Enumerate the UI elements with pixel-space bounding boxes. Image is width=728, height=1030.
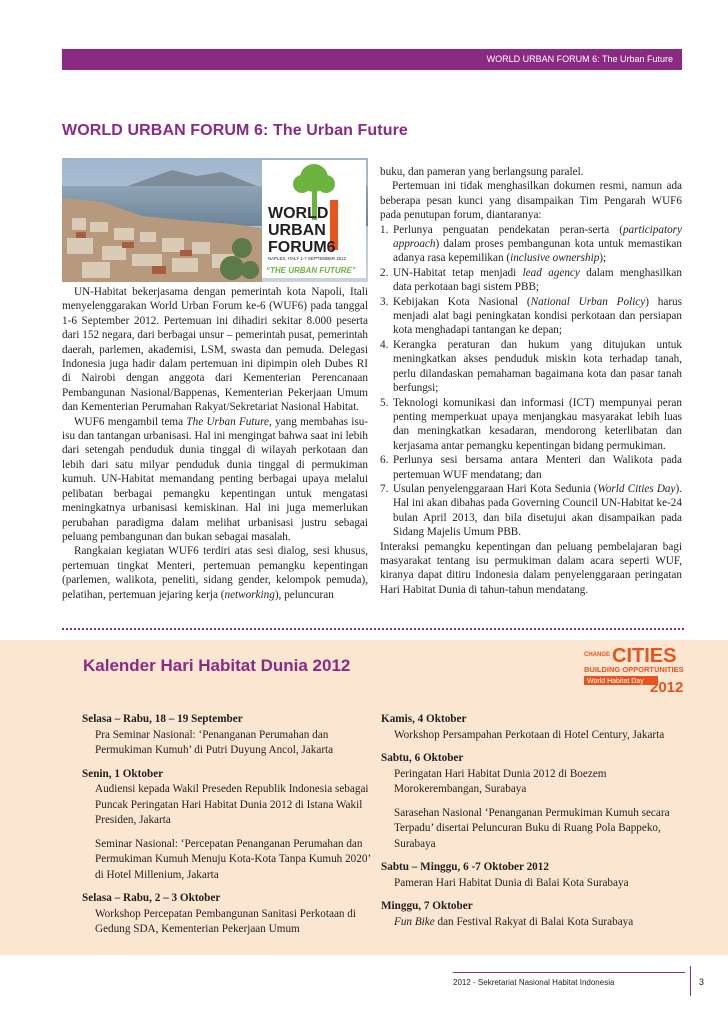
event-date: Sabtu – Minggu, 6 -7 Oktober 2012 [381,861,549,873]
running-header: WORLD URBAN FORUM 6: The Urban Future [62,49,682,70]
event-date: Selasa – Rabu, 2 – 3 Oktober [82,892,221,904]
right-column [380,165,682,597]
svg-text:BUILDING OPPORTUNITIES: BUILDING OPPORTUNITIES [584,665,684,674]
svg-text:CITIES: CITIES [612,645,677,667]
list-item: 3. Kebijakan Kota Nasional (National Urban Policy) harus menjadi alat bagi peningkatan kondisi perkotaan dan persiapan kota menghadapi tantangan ke depan; [380,295,683,337]
paragraph: buku, dan pameran yang berlangsung paralel. [380,166,584,178]
event-item: Audiensi kepada Wakil Preseden Republik Indonesia sebagai Puncak Peringatan Hari Habitat Dunia 2012 di Istana Wakil Presiden, Jakarta [95,783,369,826]
key-messages-list [380,223,682,540]
wuf6-logo [262,160,366,278]
event-date: Minggu, 7 Oktober [381,900,473,912]
page-number: 3 [699,977,705,987]
event-date: Senin, 1 Oktober [82,767,164,780]
calendar-right-column [381,712,681,930]
list-item: 6. Perlunya sesi bersama antara Menteri dan Walikota pada pertemuan WUF mendatang; dan [380,454,682,481]
event-item: Workshop Persampahan Perkotaan di Hotel Century, Jakarta [394,728,665,741]
footer-rule [453,972,685,973]
list-item: 7. Usulan penyelenggaraan Hari Kota Sedunia (World Cities Day). Hal ini akan dibahas pada Governing Council UN-Habitat ke-24 bulan April 2013, dan bila disetujui akan disampaikan pada Sidang Majelis Umum PBB. [380,482,683,539]
event-item: Seminar Nasional: ‘Percepatan Penanganan Perumahan dan Permukiman Kumuh Menuju Kota-Kota Tanpa Kumuh 2020’ di Hotel Millenium, Jakarta [95,837,371,881]
svg-text:CHANGE: CHANGE [584,652,611,658]
world-habitat-day-logo [580,640,684,694]
dotted-divider [62,628,684,630]
event-date: Kamis, 4 Oktober [381,713,467,725]
page-number-divider [690,966,691,996]
left-column [62,285,368,602]
event-item: Peringatan Hari Habitat Dunia 2012 di Boezem Morokerembangan, Surabaya [394,767,607,795]
event-item: Pameran Hari Habitat Dunia di Balai Kota Surabaya [394,876,629,889]
event-date: Sabtu, 6 Oktober [381,752,464,764]
paragraph: Interaksi pemangku kepentingan dan peluang pembelajaran bagi masyarakat tentang isu permukiman dalam acara seperti WUF, kiranya dapat ditiru Indonesia dalam penyelenggaraan peringatan Hari Habitat Dunia di tahun-tahun mendatang. [380,540,682,596]
svg-text:FORUM6: FORUM6 [268,239,336,256]
svg-text:World Habitat Day: World Habitat Day [587,678,644,685]
svg-text:WORLD: WORLD [268,205,329,222]
svg-text:“THE URBAN FUTURE”: “THE URBAN FUTURE” [266,266,356,275]
list-item: 5. Teknologi komunikasi dan informasi (ICT) mempunyai peran penting memperkuat upaya menjangkau masyarakat lebih luas dan meningkatkan kesadaran, mendorong keterlibatan dan kerjasama antar pemangku kepentingan bidang permukiman. [380,396,682,452]
event-item: Pra Seminar Nasional: ‘Penanganan Perumahan dan Permukiman Kumuh’ di Putri Duyung Ancol, Jakarta [95,728,334,756]
paragraph: WUF6 mengambil tema The Urban Future, yang membahas isu-isu dan tantangan urbanisasi. Hal ini mengingat bahwa saat ini lebih dari setengah penduduk dunia tinggal di wilayah perkotaan dan lebih dari satu milyar penduduk dunia tinggal di permukiman kumuh. UN-Habitat memandang penting berbagai upaya melalui pelibatan berbagai pemangku kepentingan untuk mengatasi meningkatnya urbanisasi kemiskinan. Hal ini juga memerlukan perubahan paradigma dalam melihat urbanisasi justru sebagai peluang pembangunan dan bukan sebagai masalah. [62,415,369,543]
svg-text:NAPLES, ITALY 1-7 SEPTEMBER 20: NAPLES, ITALY 1-7 SEPTEMBER 2012 [268,256,347,261]
article-title: WORLD URBAN FORUM 6: The Urban Future [62,122,408,139]
svg-text:2012: 2012 [650,679,684,694]
list-item: 1. Perlunya penguatan pendekatan peran-serta (participatory approach) dalam proses pembangunan kota untuk memastikan adanya rasa kepemilikan (inclusive ownership); [380,223,682,265]
calendar-left-column [82,712,372,938]
event-date: Selasa – Rabu, 18 – 19 September [82,713,243,725]
event-item: Workshop Percepatan Pembangunan Sanitasi Perkotaan di Gedung SDA, Kementerian Pekerjaan Umum [95,907,357,935]
paragraph: Pertemuan ini tidak menghasilkan dokumen resmi, namun ada beberapa pesan kunci yang disampaikan Tim Pengarah WUF6 pada penutupan forum, diantaranya: [380,180,682,222]
footer-text: 2012 - Sekretariat Nasional Habitat Indonesia [453,978,615,987]
paragraph: Rangkaian kegiatan WUF6 terdiri atas sesi dialog, sesi khusus, pertemuan tingkat Menteri, pertemuan pemangku kepentingan (parlemen, walikota, peneliti, sidang gender, kelompok pemuda), pelatihan, pertemuan jejaring kerja (networking), peluncuran [62,545,368,601]
event-item: Sarasehan Nasional ‘Penanganan Permukiman Kumuh secara Terpadu’ disertai Peluncuran Buku di Ruang Pola Bappeko, Surabaya [394,806,670,850]
paragraph: UN-Habitat bekerjasama dengan pemerintah kota Napoli, Itali menyelenggarakan World Urban Forum ke-6 (WUF6) pada tanggal 1-6 September 2012. Pertemuan ini dihadiri sekitar 8.000 peserta dari 152 negara, dari berbagai unsur – pemerintah pusat, pemerintah daerah, parlemen, akademisi, LSM, swasta dan pemuda. Delegasi Indonesia juga hadir dalam pertemuan ini dipimpin oleh Dubes RI di Nairobi dengan anggota dari Kementerian Perencanaan Pembangunan Nasional/Bappenas, Kementerian Pekerjaan Umum dan Kementerian Perumahan Rakyat/Sekretariat Nasional Habitat. [62,286,368,414]
calendar-title: Kalender Hari Habitat Dunia 2012 [83,656,351,675]
list-item: 2. UN-Habitat tetap menjadi lead agency dalam menghasilkan data perkotaan bagi sistem PBB; [380,266,682,294]
svg-text:URBAN: URBAN [268,222,326,239]
list-item: 4. Kerangka peraturan dan hukum yang ditujukan untuk meningkatkan akses penduduk miskin kota terhadap tanah, perlu dilandaskan pemahaman bagaimana kota dan pasar tanah berfungsi; [380,338,682,395]
event-item: Fun Bike dan Festival Rakyat di Balai Kota Surabaya [394,915,634,928]
